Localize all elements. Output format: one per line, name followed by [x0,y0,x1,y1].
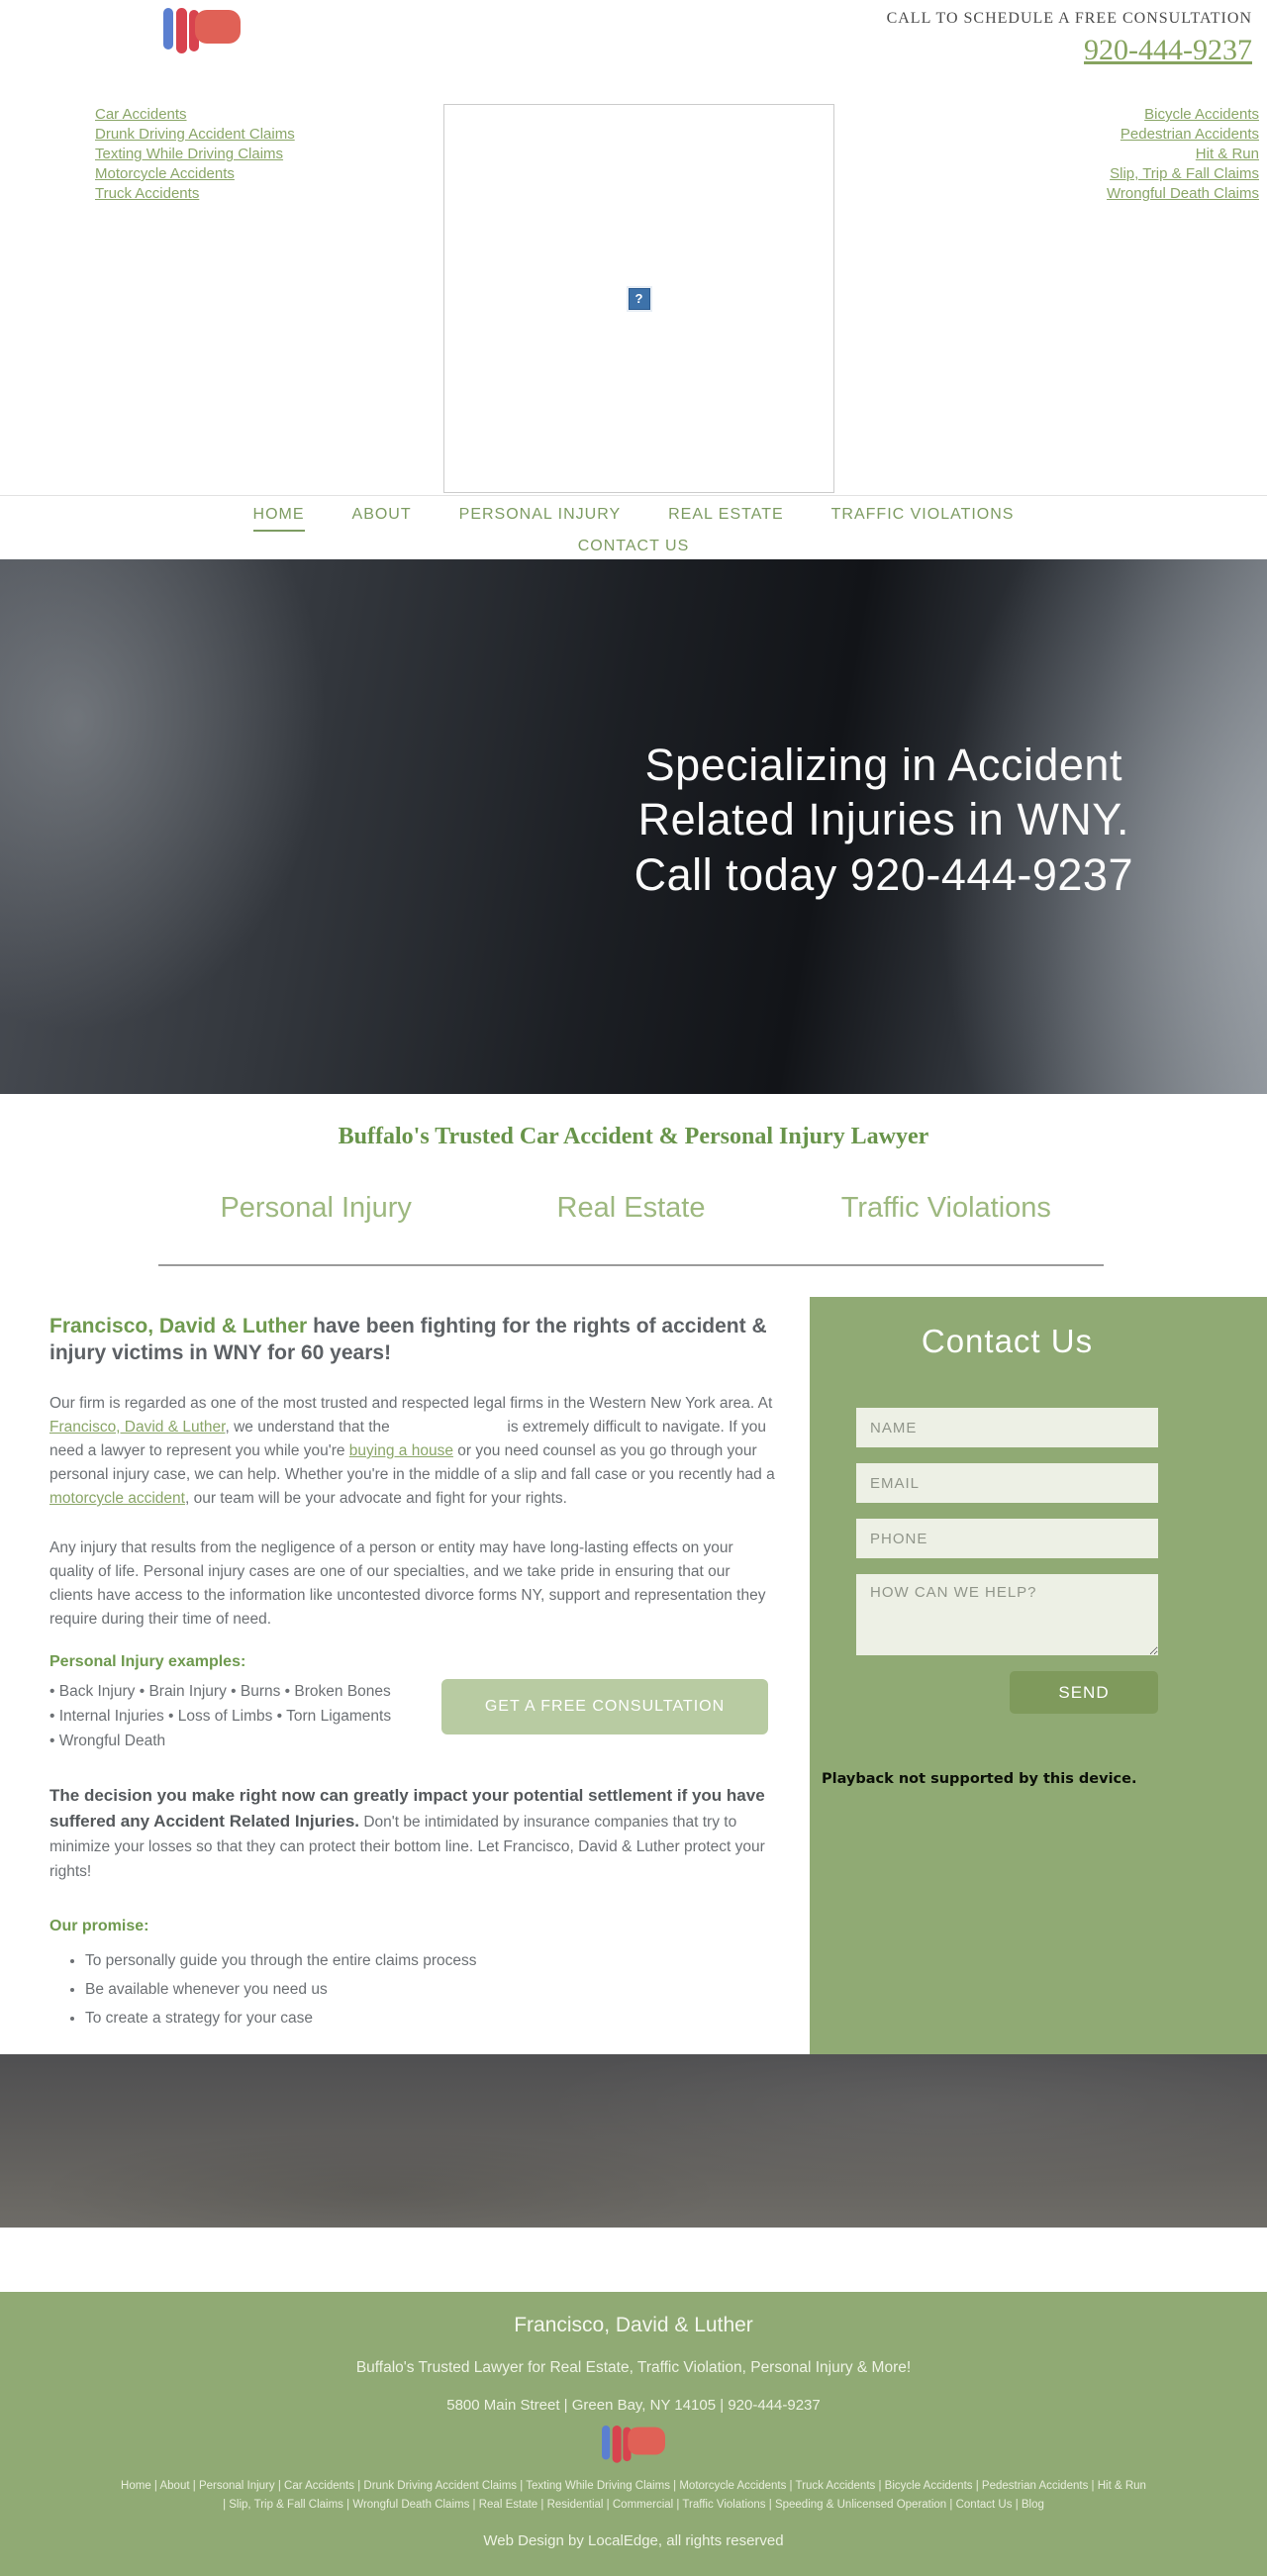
paragraph-text: Our firm is regarded as one of the most trusted and respected legal firms in the Western New York area. At [49,1395,773,1412]
footer-link[interactable]: Bicycle Accidents [884,2480,973,2492]
contact-title: Contact Us [921,1323,1094,1359]
contact-sidebar [810,1297,1267,2054]
nav-traffic-violations[interactable]: TRAFFIC VIOLATIONS [830,506,1015,523]
footer-link[interactable]: Wrongful Death Claims [352,2499,470,2511]
footer-logo[interactable] [602,2426,665,2463]
nav-personal-injury[interactable]: PERSONAL INJURY [458,506,622,523]
footer-link[interactable]: Real Estate [478,2499,538,2511]
examples-line-3: • Wrongful Death [49,1733,166,1749]
main-area [0,1297,1267,2054]
footer-link[interactable]: Residential [546,2499,604,2511]
content-column [0,1297,810,2054]
promise-item-2: • Be available whenever you need us [85,1978,775,2002]
footer-link[interactable]: Drunk Driving Accident Claims [363,2480,518,2492]
examples-row [49,1679,775,1753]
quicklink-truck[interactable]: Truck Accidents [95,185,200,202]
logo-red-blob-icon [195,10,241,44]
footer-link[interactable]: Motorcycle Accidents [679,2480,787,2492]
footer-logo-wrap [0,2426,1267,2471]
logo-blue-bar-icon [163,8,173,50]
examples-list [49,1679,436,1753]
motorcycle-accident-link[interactable]: motorcycle accident [49,1490,185,1507]
quicklink-hit-run[interactable]: Hit & Run [1195,146,1259,162]
quicklink-motorcycle[interactable]: Motorcycle Accidents [95,165,235,182]
footer-link[interactable]: Speeding & Unlicensed Operation [774,2499,947,2511]
quicklink-bicycle[interactable]: Bicycle Accidents [1144,106,1259,123]
nav-real-estate[interactable]: REAL ESTATE [668,506,784,523]
hero-line-1: Specializing in Accident [644,740,1122,790]
footer-link[interactable]: About [159,2480,190,2492]
header-cta [887,10,1252,67]
section-divider [158,1264,1104,1266]
header-phone-link[interactable]: 920-444-9237 [1084,34,1252,66]
paragraph-text: is extremely difficult to navigate. If you need a lawyer to represent you while you're [49,1419,767,1459]
quicklinks-section [0,99,1267,495]
hero-heading [634,738,1133,902]
main-nav [0,495,1267,559]
footer-link[interactable]: Blog [1021,2499,1044,2511]
quicklinks-left [0,99,443,495]
white-gap [0,2228,1267,2292]
quicklink-slip-trip-fall[interactable]: Slip, Trip & Fall Claims [1110,165,1259,182]
examples-label: Personal Injury examples: [49,1653,246,1670]
decision-rest-text: Don't be intimidated by insurance companies that try to minimize your losses so that they can protect their bottom line. Let Francisco, David & Luther protect your rights! [49,1814,765,1880]
quicklink-texting-driving[interactable]: Texting While Driving Claims [95,146,284,162]
site-footer [0,2292,1267,2576]
footer-link[interactable]: Hit & Run [1097,2480,1146,2492]
examples-line-1: • Back Injury • Brain Injury • Burns • Broken Bones [49,1683,391,1700]
footer-firm-name: Francisco, David & Luther [514,2314,753,2336]
promise-item-3: • To create a strategy for your case [85,2007,775,2031]
nav-about[interactable]: ABOUT [351,506,412,523]
paragraph-text: , our team will be your advocate and fight for your rights. [184,1490,567,1507]
hero-line-2: Related Injuries in WNY. [637,794,1130,845]
consultation-cta-text: CALL TO SCHEDULE A FREE CONSULTATION [886,10,1252,27]
hero-line-3: Call today 920-444-9237 [634,848,1133,900]
promise-label: Our promise: [49,1918,149,1934]
quicklink-car-accidents[interactable]: Car Accidents [95,106,187,123]
promise-list [85,1949,775,2031]
firm-name-link[interactable]: Francisco, David & Luther [49,1419,226,1436]
service-personal-injury: Personal Injury [220,1192,412,1224]
email-field[interactable] [856,1463,1158,1503]
broken-image-icon: ? [629,288,650,310]
footer-link[interactable]: Commercial [612,2499,674,2511]
footer-address: 5800 Main Street | Green Bay, NY 14105 | 920-444-9237 [446,2397,821,2414]
footer-link[interactable]: Contact Us [955,2499,1013,2511]
footer-link[interactable]: Car Accidents [284,2480,354,2492]
content-heading-rest: have been fighting for the rights of accident & injury victims in WNY for 60 years! [49,1315,767,1364]
site-header [0,0,1267,99]
service-traffic-violations: Traffic Violations [840,1192,1051,1224]
send-button[interactable]: SEND [1010,1671,1158,1714]
logo-blue-bar-icon [602,2426,610,2459]
nav-row-2 [0,538,1267,561]
nav-home[interactable]: HOME [253,506,305,532]
logo-red-bar-icon [176,8,187,53]
service-real-estate: Real Estate [556,1192,706,1224]
broken-image-placeholder [443,104,834,493]
footer-link[interactable]: Pedestrian Accidents [981,2480,1089,2492]
examples-line-2: • Internal Injuries • Loss of Limbs • Torn Ligaments [49,1708,392,1725]
footer-link[interactable]: Texting While Driving Claims [526,2480,670,2492]
footer-link[interactable]: Slip, Trip & Fall Claims [229,2499,343,2511]
quicklink-pedestrian[interactable]: Pedestrian Accidents [1120,126,1259,143]
footer-link[interactable]: Traffic Violations [682,2499,766,2511]
concrete-floor-image [0,2054,1267,2228]
intro-section [0,1094,1267,1297]
footer-copyright: Web Design by LocalEdge, all rights reserved [483,2532,784,2549]
buying-a-house-link[interactable]: buying a house [348,1442,453,1459]
message-field[interactable] [856,1574,1158,1655]
page-title: Buffalo's Trusted Car Accident & Personal Injury Lawyer [338,1124,929,1149]
playback-note: Playback not supported by this device. [822,1771,1137,1787]
content-heading [49,1313,775,1366]
phone-field[interactable] [856,1519,1158,1558]
nav-contact-us[interactable]: CONTACT US [577,538,690,554]
name-field[interactable] [856,1408,1158,1447]
footer-link[interactable]: Home [121,2480,151,2492]
nav-row-1 [0,506,1267,532]
content-heading-firm-name: Francisco, David & Luther [49,1315,308,1338]
services-row [158,1192,1104,1225]
logo-red-blob-icon [628,2427,665,2455]
quicklinks-right [834,99,1267,495]
paragraph-text: or you need counsel as you go through your personal injury case, we can help. Whether you're in the middle of a slip and fall case or you recently had a [49,1442,775,1483]
footer-tagline: Buffalo's Trusted Lawyer for Real Estate, Traffic Violation, Personal Injury & More! [355,2359,912,2376]
decision-paragraph [49,1783,775,1884]
footer-link[interactable]: Truck Accidents [795,2480,876,2492]
decision-bold-text: The decision you make right now can greatly impact your potential settlement if you have suffered any Accident Related Injuries. [49,1786,765,1831]
contact-form [856,1408,1158,1714]
paragraph-text: , we understand that the [225,1419,395,1436]
quicklink-drunk-driving[interactable]: Drunk Driving Accident Claims [95,126,295,143]
firm-logo[interactable] [163,8,241,53]
footer-link[interactable]: Personal Injury [198,2480,275,2492]
hero-banner [0,559,1267,1094]
promise-item-1: • To personally guide you through the entire claims process [85,1949,775,1973]
footer-links: Home | About | Personal Injury | Car Accidents | Drunk Driving Accident Claims | Texting While Driving Claims | Motorcycle Accidents | Truck Accidents | Bicycle Accidents | Pedestrian Accidents | Hit & Run | Slip, Trip & Fall Claims | Wrongful Death Claims | Real Estate | Residential | Commercial | Traffic Violations | Speeding & Unlicensed Operation | Contact Us | Blog [121,2480,1146,2511]
missing-link-gap [394,1431,503,1432]
negligence-paragraph: Any injury that results from the negligence of a person or entity may have long-lasting effects on your quality of life. Personal injury cases are one of our specialties, and we take pride in ensuring that our clients have access to the information like uncontested divorce forms NY, support and representation they require during their time of need. [49,1539,766,1628]
quicklink-wrongful-death[interactable]: Wrongful Death Claims [1107,185,1259,202]
intro-paragraph [49,1392,775,1511]
free-consultation-button[interactable]: GET A FREE CONSULTATION [441,1679,768,1734]
logo-red-bar-icon [613,2426,622,2463]
